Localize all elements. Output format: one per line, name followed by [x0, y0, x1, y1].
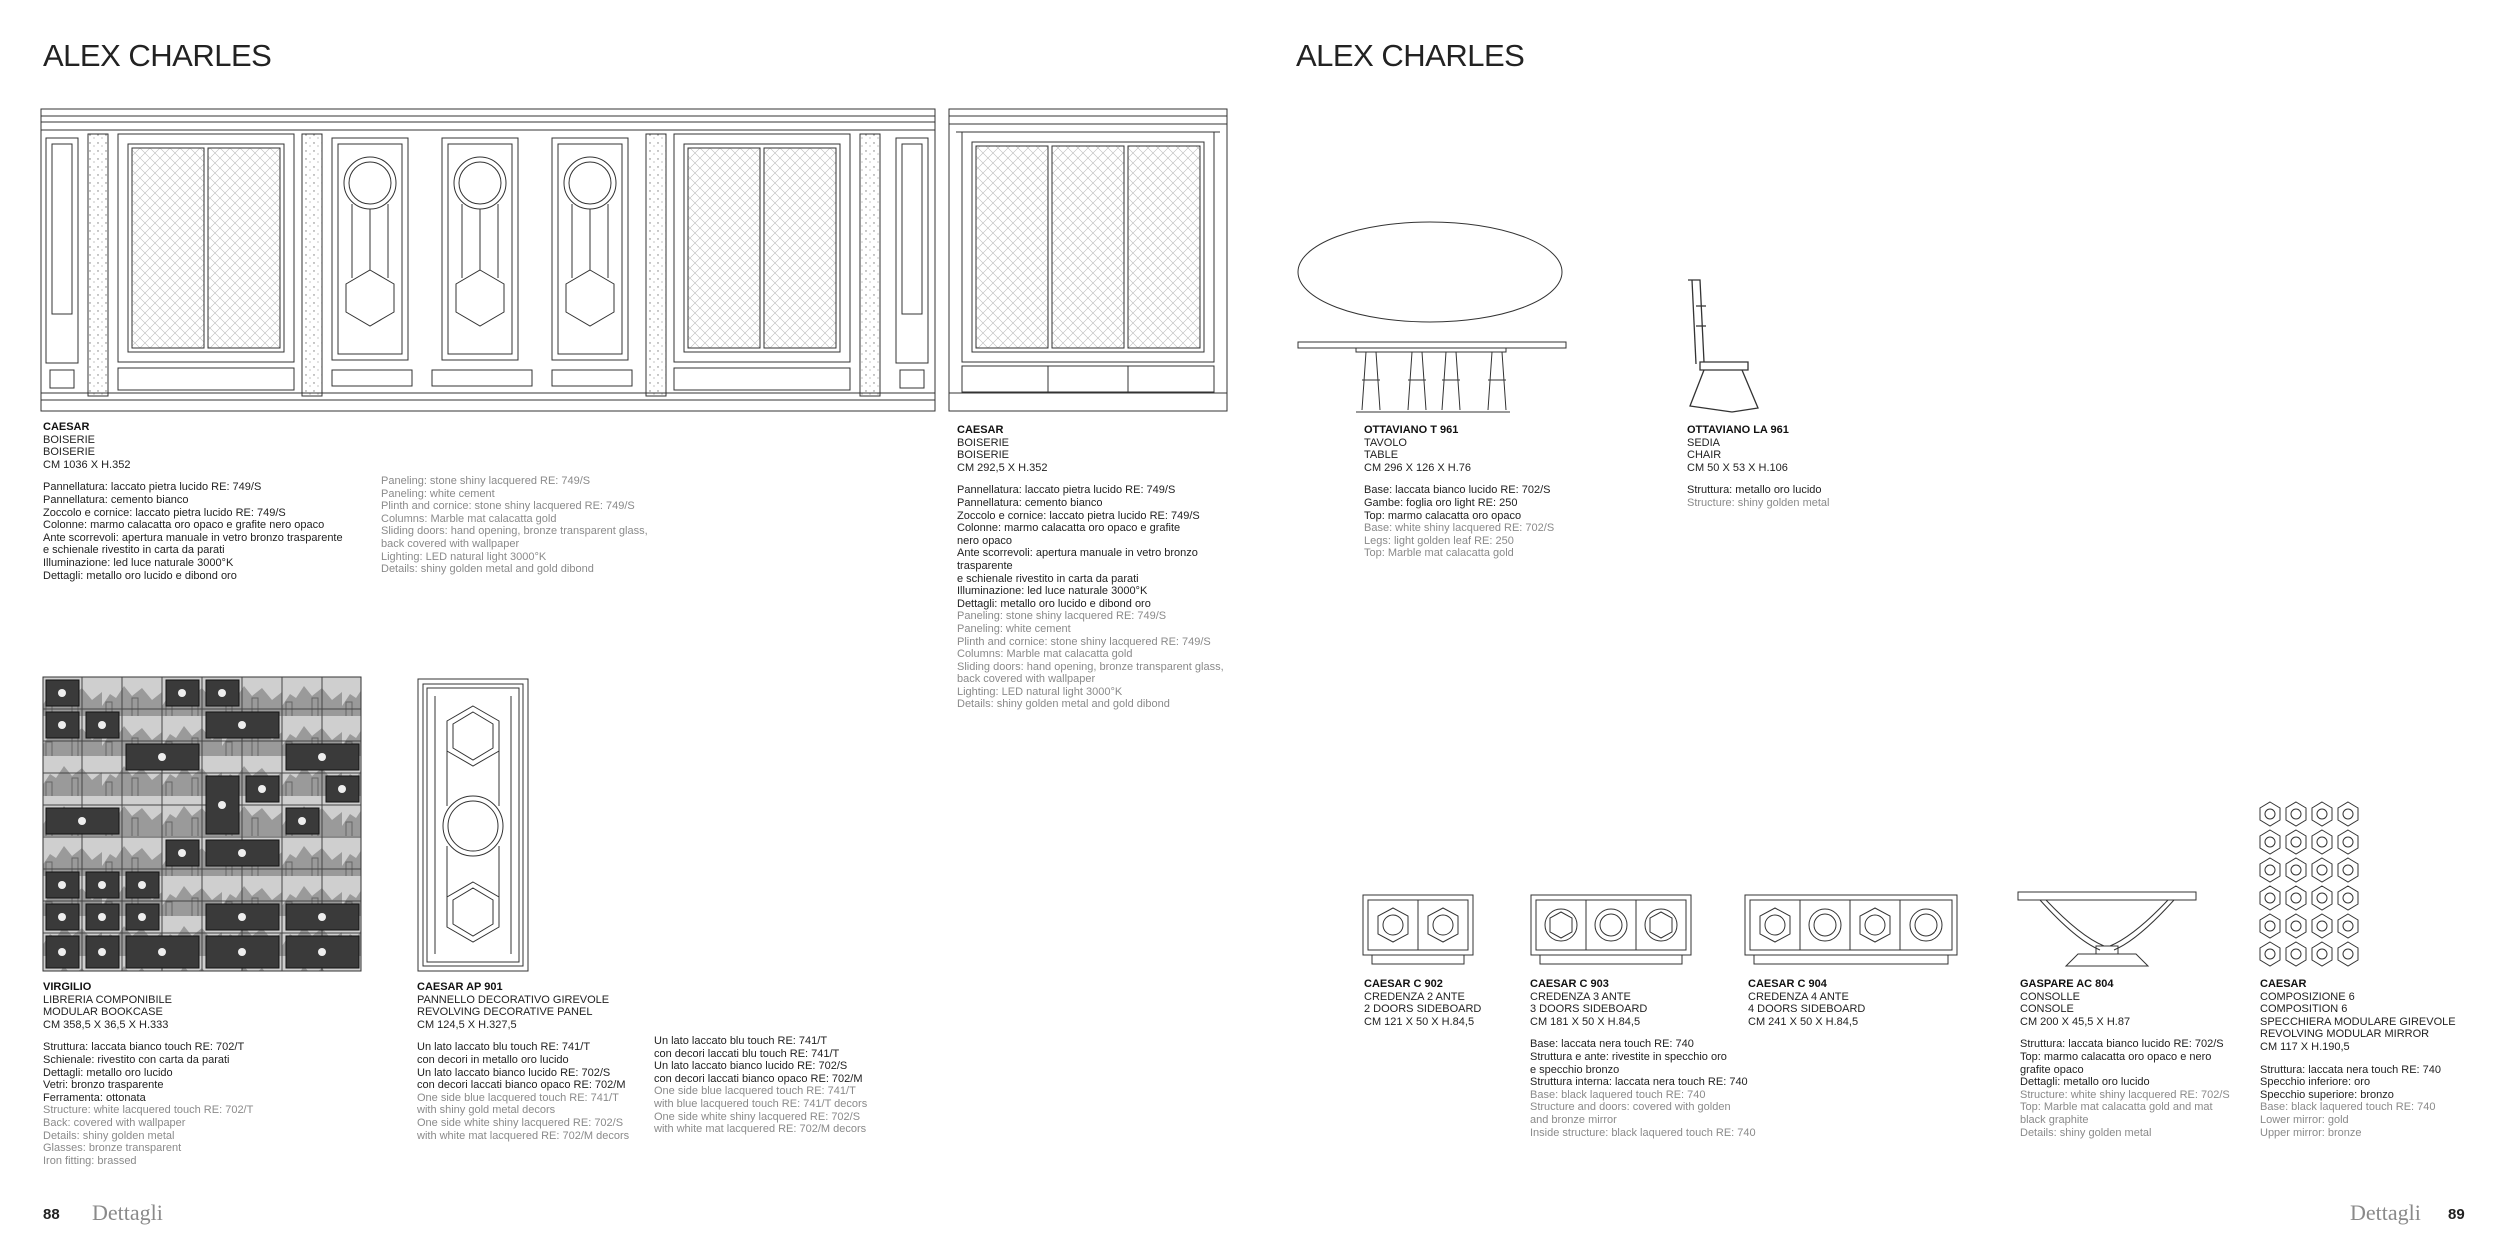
- ottaviano-la961-drawing: [1682, 276, 1762, 416]
- spec-line: con decori laccati bianco opaco RE: 702/M: [417, 1079, 626, 1092]
- product-line: SEDIA: [1687, 436, 1721, 449]
- spec-line: con decori laccati blu touch RE: 741/T: [654, 1047, 840, 1060]
- product-title: CAESAR C 902: [1364, 978, 1443, 990]
- product-line: CHAIR: [1687, 449, 1722, 462]
- spec-line-en: Plinth and cornice: stone shiny lacquered RE: 749/S: [957, 635, 1211, 648]
- spec-line: Struttura: laccata bianco touch RE: 702/T: [43, 1041, 245, 1054]
- spec-line-en: Back: covered with wallpaper: [43, 1116, 186, 1129]
- product-line: CM 358,5 X 36,5 X H.333: [43, 1018, 169, 1031]
- product-line: COMPOSIZIONE 6: [2260, 990, 2355, 1003]
- gaspare-ac804-drawing: [2016, 890, 2198, 970]
- product-line: 4 DOORS SIDEBOARD: [1748, 1003, 1866, 1016]
- spec-line: e specchio bronzo: [1530, 1063, 1620, 1076]
- product-title: OTTAVIANO T 961: [1364, 424, 1459, 436]
- caesar-c902-drawing: [1362, 894, 1474, 966]
- product-title: CAESAR: [2260, 978, 2307, 990]
- spec-line: Dettagli: metallo oro lucido e dibond oro: [957, 597, 1151, 610]
- spec-line-en: Top: Marble mat calacatta gold and mat: [2020, 1101, 2213, 1114]
- spec-line: Colonne: marmo calacatta oro opaco e grafite: [957, 522, 1181, 535]
- spec-line-en: Lighting: LED natural light 3000°K: [957, 685, 1123, 698]
- spec-line: con decori in metallo oro lucido: [417, 1053, 569, 1066]
- caesar-ap901-drawing: [417, 678, 529, 972]
- spec-line-en: Structure: shiny golden metal: [1687, 496, 1830, 509]
- spec-line-en: Legs: light golden leaf RE: 250: [1364, 534, 1514, 547]
- spec-line: Colonne: marmo calacatta oro opaco e grafite nero opaco: [43, 519, 325, 532]
- gaspare-ac804-info: [2020, 978, 2250, 1139]
- footer-left: Dettagli: [92, 1200, 163, 1225]
- spec-line-en: Paneling: white cement: [957, 622, 1071, 635]
- product-line: LIBRERIA COMPONIBILE: [43, 993, 172, 1006]
- caesar-c903-drawing: [1530, 894, 1692, 966]
- product-line: PANNELLO DECORATIVO GIREVOLE: [417, 993, 610, 1006]
- spec-line-en: Structure: white lacquered touch RE: 702/T: [43, 1104, 254, 1117]
- product-line: CM 50 X 53 X H.106: [1687, 461, 1788, 474]
- spec-line: Pannellatura: laccato pietra lucido RE: 749/S: [957, 484, 1176, 497]
- spec-line: Specchio inferiore: oro: [2260, 1076, 2371, 1089]
- spec-line-en: Glasses: bronze transparent: [43, 1142, 182, 1155]
- product-line: CM 121 X 50 X H.84,5: [1364, 1015, 1475, 1028]
- caesar-boiserie-short-drawing: [948, 108, 1228, 413]
- spec-line-en: Top: Marble mat calacatta gold: [1364, 547, 1514, 560]
- brand-right: ALEX CHARLES: [1296, 38, 1525, 73]
- spec-line-en: One side white shiny lacquered RE: 702/S: [417, 1116, 624, 1129]
- ottaviano-t961-info: [1364, 424, 1594, 560]
- spec-line-en: with blue lacquered touch RE: 741/T decors: [654, 1097, 868, 1110]
- product-line: BOISERIE: [43, 446, 95, 459]
- spec-line-en: Sliding doors: hand opening, bronze transparent glass,: [381, 525, 648, 538]
- product-line: TAVOLO: [1364, 436, 1407, 449]
- product-title: OTTAVIANO LA 961: [1687, 424, 1789, 436]
- product-line: TABLE: [1364, 449, 1399, 462]
- spec-line: Dettagli: metallo oro lucido e dibond oro: [43, 569, 237, 582]
- spec-line: Schienale: rivestito con carta da parati: [43, 1053, 230, 1066]
- spec-line-en: Lower mirror: gold: [2260, 1113, 2349, 1126]
- spec-line: nero opaco: [957, 534, 1013, 547]
- caesar-ap901-col2: [654, 1035, 894, 1136]
- spec-line: Struttura e ante: rivestite in specchio oro: [1530, 1050, 1727, 1063]
- caesar-comp6-info: [2260, 978, 2480, 1139]
- product-line: CM 1036 X H.352: [43, 458, 131, 471]
- spec-line: trasparente: [957, 559, 1013, 572]
- spec-line: Zoccolo e cornice: laccato pietra lucido RE: 749/S: [43, 506, 286, 519]
- spec-line-en: Details: shiny golden metal: [43, 1129, 175, 1142]
- ottaviano-la961-info: [1687, 424, 1887, 510]
- virgilio-bookcase-drawing: [42, 676, 362, 972]
- spec-line-en: Columns: Marble mat calacatta gold: [957, 648, 1133, 661]
- spec-line-en: Base: black laquered touch RE: 740: [1530, 1088, 1706, 1101]
- spec-line: Top: marmo calacatta oro opaco: [1364, 509, 1522, 522]
- spec-line: Struttura interna: laccata nera touch RE: 740: [1530, 1076, 1748, 1089]
- spec-line-en: Lighting: LED natural light 3000°K: [381, 550, 547, 563]
- product-line: BOISERIE: [957, 436, 1009, 449]
- spec-line-en: with shiny gold metal decors: [417, 1104, 556, 1117]
- caesar-comp6-drawing: [2256, 800, 2364, 970]
- spec-line-en: and bronze mirror: [1530, 1113, 1617, 1126]
- caesar-boiserie-long-drawing: [40, 108, 936, 413]
- spec-line: Base: laccata nera touch RE: 740: [1530, 1038, 1694, 1051]
- spec-line-en: Structure: white shiny lacquered RE: 702/S: [2020, 1088, 2230, 1101]
- caesar-boiserie-short-info: [957, 424, 1247, 711]
- spec-line-en: Structure and doors: covered with golden: [1530, 1101, 1731, 1114]
- caesar-c903-info: [1530, 978, 1760, 1139]
- spec-line-en: with white mat lacquered RE: 702/M decors: [417, 1129, 630, 1142]
- spec-line: Un lato laccato bianco lucido RE: 702/S: [417, 1066, 611, 1079]
- product-title: CAESAR C 903: [1530, 978, 1609, 990]
- spec-line-en: Inside structure: black laquered touch RE: 740: [1530, 1126, 1756, 1139]
- spec-line: Ferramenta: ottonata: [43, 1091, 146, 1104]
- product-line: CM 241 X 50 X H.84,5: [1748, 1015, 1859, 1028]
- virgilio-info: [43, 981, 343, 1167]
- spec-line-en: Details: shiny golden metal: [2020, 1126, 2152, 1139]
- caesar-c904-info: [1748, 978, 1928, 1028]
- spec-line: Un lato laccato blu touch RE: 741/T: [417, 1041, 591, 1054]
- spec-line: con decori laccati bianco opaco RE: 702/M: [654, 1072, 863, 1085]
- spec-line: Dettagli: metallo oro lucido: [43, 1066, 173, 1079]
- spec-line: Specchio superiore: bronzo: [2260, 1088, 2394, 1101]
- product-line: CM 117 X H.190,5: [2260, 1040, 2350, 1053]
- product-line: CM 296 X 126 X H.76: [1364, 461, 1472, 474]
- spec-line-en: with white mat lacquered RE: 702/M decors: [654, 1123, 867, 1136]
- product-line: CM 124,5 X H.327,5: [417, 1018, 517, 1031]
- spec-line: Top: marmo calacatta oro opaco e nero: [2020, 1050, 2212, 1063]
- product-line: CREDENZA 2 ANTE: [1364, 990, 1465, 1003]
- spec-line-en: Details: shiny golden metal and gold dibond: [957, 698, 1170, 711]
- spec-line-en: One side blue lacquered touch RE: 741/T: [654, 1085, 856, 1098]
- product-line: BOISERIE: [43, 433, 95, 446]
- product-line: CM 200 X 45,5 X H.87: [2020, 1015, 2131, 1028]
- product-line: CONSOLE: [2020, 1003, 2074, 1016]
- spec-line-en: Paneling: white cement: [381, 487, 495, 500]
- spec-line-en: Base: black laquered touch RE: 740: [2260, 1101, 2436, 1114]
- spec-line: grafite opaco: [2020, 1063, 2084, 1076]
- spec-line: Illuminazione: led luce naturale 3000°K: [957, 585, 1148, 598]
- caesar-boiserie-long-en: [381, 475, 681, 576]
- spec-line: Illuminazione: led luce naturale 3000°K: [43, 556, 234, 569]
- spec-line-en: back covered with wallpaper: [957, 673, 1096, 686]
- caesar-ap901-info: [417, 981, 647, 1142]
- spec-line-en: Upper mirror: bronze: [2260, 1126, 2362, 1139]
- spec-line-en: Columns: Marble mat calacatta gold: [381, 512, 557, 525]
- product-line: CREDENZA 3 ANTE: [1530, 990, 1631, 1003]
- product-title: CAESAR: [957, 424, 1004, 436]
- spec-line: Ante scorrevoli: apertura manuale in vetro bronzo trasparente: [43, 531, 343, 544]
- spec-line-en: Details: shiny golden metal and gold dibond: [381, 563, 594, 576]
- caesar-boiserie-long-info: [43, 421, 373, 582]
- spec-line: Gambe: foglia oro light RE: 250: [1364, 496, 1518, 509]
- spec-line: Ante scorrevoli: apertura manuale in vetro bronzo: [957, 547, 1198, 560]
- product-title: VIRGILIO: [43, 981, 92, 993]
- caesar-c904-drawing: [1744, 894, 1958, 966]
- page-number-right: 89: [2448, 1206, 2465, 1223]
- product-line: 2 DOORS SIDEBOARD: [1364, 1003, 1482, 1016]
- spec-line-en: black graphite: [2020, 1113, 2089, 1126]
- caesar-c902-info: [1364, 978, 1524, 1028]
- spec-line: Un lato laccato bianco lucido RE: 702/S: [654, 1060, 848, 1073]
- spec-line-en: Paneling: stone shiny lacquered RE: 749/S: [957, 610, 1167, 623]
- ottaviano-t961-drawing: [1296, 220, 1568, 416]
- spec-line-en: Iron fitting: brassed: [43, 1154, 137, 1167]
- brand-left: ALEX CHARLES: [43, 38, 272, 73]
- product-line: REVOLVING DECORATIVE PANEL: [417, 1006, 593, 1019]
- product-title: CAESAR AP 901: [417, 981, 503, 993]
- spec-line-en: back covered with wallpaper: [381, 537, 520, 550]
- spec-line: Pannellatura: laccato pietra lucido RE: 749/S: [43, 481, 262, 494]
- spec-line: Base: laccata bianco lucido RE: 702/S: [1364, 484, 1551, 497]
- product-title: GASPARE AC 804: [2020, 978, 2114, 990]
- product-title: CAESAR: [43, 421, 90, 433]
- spec-line-en: Plinth and cornice: stone shiny lacquered RE: 749/S: [381, 500, 635, 513]
- spec-line: Dettagli: metallo oro lucido: [2020, 1076, 2150, 1089]
- spec-line: Struttura: laccata bianco lucido RE: 702/S: [2020, 1038, 2224, 1051]
- spec-line-en: Base: white shiny lacquered RE: 702/S: [1364, 522, 1555, 535]
- spec-line: Pannellatura: cemento bianco: [43, 493, 189, 506]
- product-line: REVOLVING MODULAR MIRROR: [2260, 1028, 2430, 1041]
- product-line: COMPOSITION 6: [2260, 1003, 2348, 1016]
- spec-line: Pannellatura: cemento bianco: [957, 496, 1103, 509]
- spec-line-en: One side white shiny lacquered RE: 702/S: [654, 1110, 861, 1123]
- spec-line: Vetri: bronzo trasparente: [43, 1079, 164, 1092]
- spec-line: Struttura: metallo oro lucido: [1687, 484, 1822, 497]
- product-line: CONSOLLE: [2020, 990, 2080, 1003]
- spec-line-en: One side blue lacquered touch RE: 741/T: [417, 1091, 619, 1104]
- product-line: CREDENZA 4 ANTE: [1748, 990, 1849, 1003]
- spec-line-en: Sliding doors: hand opening, bronze transparent glass,: [957, 660, 1224, 673]
- product-line: CM 181 X 50 X H.84,5: [1530, 1015, 1641, 1028]
- footer-right: Dettagli: [2350, 1200, 2421, 1225]
- product-line: 3 DOORS SIDEBOARD: [1530, 1003, 1648, 1016]
- spec-line: Struttura: laccata nera touch RE: 740: [2260, 1063, 2441, 1076]
- spec-line: Un lato laccato blu touch RE: 741/T: [654, 1035, 828, 1047]
- product-line: BOISERIE: [957, 449, 1009, 462]
- spec-line-en: Paneling: stone shiny lacquered RE: 749/S: [381, 475, 591, 487]
- spec-line: e schienale rivestito in carta da parati: [957, 572, 1139, 585]
- product-line: MODULAR BOOKCASE: [43, 1006, 163, 1019]
- page-number-left: 88: [43, 1206, 60, 1223]
- spec-line: e schienale rivestito in carta da parati: [43, 544, 225, 557]
- product-line: SPECCHIERA MODULARE GIREVOLE: [2260, 1015, 2456, 1028]
- product-title: CAESAR C 904: [1748, 978, 1827, 990]
- spec-line: Zoccolo e cornice: laccato pietra lucido RE: 749/S: [957, 509, 1200, 522]
- product-line: CM 292,5 X H.352: [957, 461, 1048, 474]
